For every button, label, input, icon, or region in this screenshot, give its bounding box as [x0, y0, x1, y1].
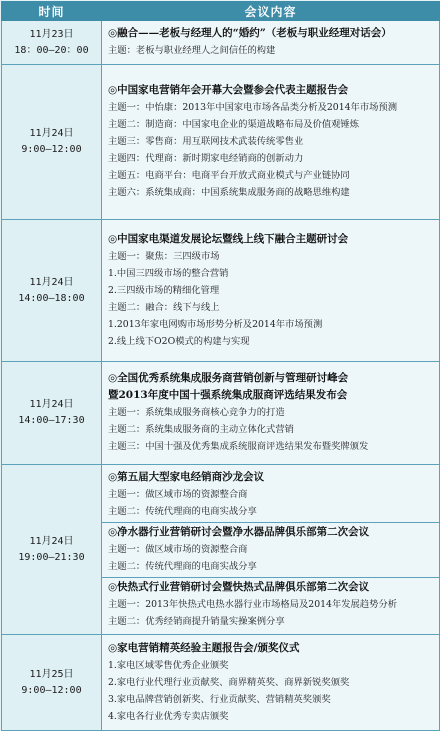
time-cell	[2, 220, 102, 362]
session-item: 2.三四级市场的精细化管理	[108, 284, 220, 296]
time-cell	[2, 362, 102, 465]
session-title: ◎第五届大型家电经销商沙龙会议	[108, 470, 265, 483]
date-text: 11月24日	[29, 399, 74, 410]
content-cell	[102, 21, 440, 65]
session-item: 主题二：传统代理商的电商实战分享	[108, 505, 257, 517]
session-item: 主题一：做区域市场的资源整合商	[108, 543, 248, 555]
session-item: 主题一：做区域市场的资源整合商	[108, 488, 248, 500]
session	[102, 369, 439, 457]
session-item: 2.家电行业代理行业贡献奖、商界精英奖、商界新锐奖颁奖	[108, 676, 350, 688]
date-text: 11月24日	[29, 535, 74, 547]
session-item: 主题一：聚焦：三四级市场	[108, 250, 220, 262]
session-item: 2.线上线下O2O模式的构建与实现	[108, 335, 250, 347]
session-title: ◎家电营销精英经验主题报告会/颁奖仪式	[108, 641, 300, 654]
date-text: 11月24日	[29, 128, 74, 139]
session-item: 主题：老板与职业经理人之间信任的构建	[108, 45, 276, 56]
time-text: 19:00—21:30	[18, 551, 85, 563]
table-row	[2, 21, 440, 65]
time-text: 14:00—17:30	[18, 415, 85, 426]
session	[102, 522, 439, 577]
session-item: 1.2013年家电网购市场形势分析及2014年市场预测	[108, 318, 323, 330]
content-cell	[102, 65, 440, 220]
session	[102, 577, 439, 632]
time-text: 14:00—18:00	[18, 292, 85, 304]
time-cell	[2, 21, 102, 65]
session-item: 主题四：代理商：新时期家电经销商的创新动力	[108, 153, 304, 164]
session-item: 主题三：零售商：用互联网技术武装传统零售业	[108, 136, 304, 147]
session-title: ◎快热式行业营销研讨会暨快热式品牌俱乐部第二次会议	[108, 580, 370, 593]
date-text: 11月23日	[29, 28, 74, 40]
time-text: 9:00—12:00	[21, 684, 82, 696]
content-cell	[102, 220, 440, 362]
session-item: 1.中国三四级市场的整合营销	[108, 267, 229, 279]
schedule-container	[1, 1, 439, 722]
session-title: ◎净水器行业营销研讨会暨净水器品牌俱乐部第二次会议	[108, 525, 370, 538]
session-item: 主题二：传统代理商的电商实战分享	[108, 560, 257, 572]
session-item: 主题五：电商平台：电商平台开放式商业模式与产业链协同	[108, 170, 350, 181]
table-header-row	[2, 2, 440, 21]
session-item: 主题三：中国十强及优秀集成系统服商评选结果发布暨奖牌颁发	[108, 441, 369, 452]
session-item: 3.家电品牌营销创新奖、行业贡献奖、营销精英奖颁奖	[108, 693, 331, 705]
content-cell	[102, 635, 440, 731]
session	[102, 468, 439, 522]
session-title: ◎中国家电营销年会开幕大会暨参会代表主题报告会	[108, 84, 349, 96]
table-row	[2, 635, 440, 731]
session-item: 主题二：优秀经销商提升销量实操案例分享	[108, 615, 285, 627]
content-cell	[102, 465, 440, 635]
session-item: 主题一：中怡康：2013年中国家电市场各品类分析及2014年市场预测	[108, 102, 398, 113]
time-text: 9:00—12:00	[21, 144, 82, 155]
table-row	[2, 465, 440, 635]
time-cell	[2, 465, 102, 635]
session-item: 主题六：系统集成商：中国系统集成服务商的战略思维构建	[108, 187, 350, 198]
session	[102, 81, 439, 203]
date-text: 11月24日	[29, 276, 74, 288]
session-item: 主题一：2013年快热式电热水器行业市场格局及2014年发展趋势分析	[108, 598, 398, 610]
session-item: 4.家电各行业优秀专卖店颁奖	[108, 710, 229, 722]
session	[102, 230, 439, 352]
header-time: 时间	[2, 2, 102, 21]
session-item: 主题二：制造商：中国家电企业的渠道战略布局及价值观锤炼	[108, 119, 360, 130]
table-row	[2, 220, 440, 362]
session	[102, 24, 439, 61]
content-cell	[102, 362, 440, 465]
session-item: 主题一：系统集成服务商核心竞争力的打造	[108, 407, 285, 418]
session-title: ◎中国家电渠道发展论坛暨线上线下融合主题研讨会	[108, 232, 349, 245]
session-item: 1.家电区域零售优秀企业颁奖	[108, 659, 229, 671]
time-cell	[2, 635, 102, 731]
session-title: ◎全国优秀系统集成服务商营销创新与管理研讨峰会	[108, 372, 349, 384]
schedule-table	[1, 1, 440, 731]
session-item: 主题二：融合：线下与线上	[108, 301, 220, 313]
session-title-line2: 暨2013年度中国十强系统集成服商评选结果发布会	[108, 389, 348, 401]
session-item: 主题二：系统集成服务商的主动立体化式营销	[108, 424, 294, 435]
time-cell	[2, 65, 102, 220]
header-content: 会议内容	[102, 2, 440, 21]
table-row	[2, 65, 440, 220]
table-row	[2, 362, 440, 465]
session-title: ◎融合——老板与经理人的“婚约”（老板与职业经理对话会）	[108, 27, 392, 39]
session	[102, 639, 439, 727]
time-text: 18：00—20：00	[14, 44, 89, 56]
date-text: 11月25日	[29, 668, 74, 680]
